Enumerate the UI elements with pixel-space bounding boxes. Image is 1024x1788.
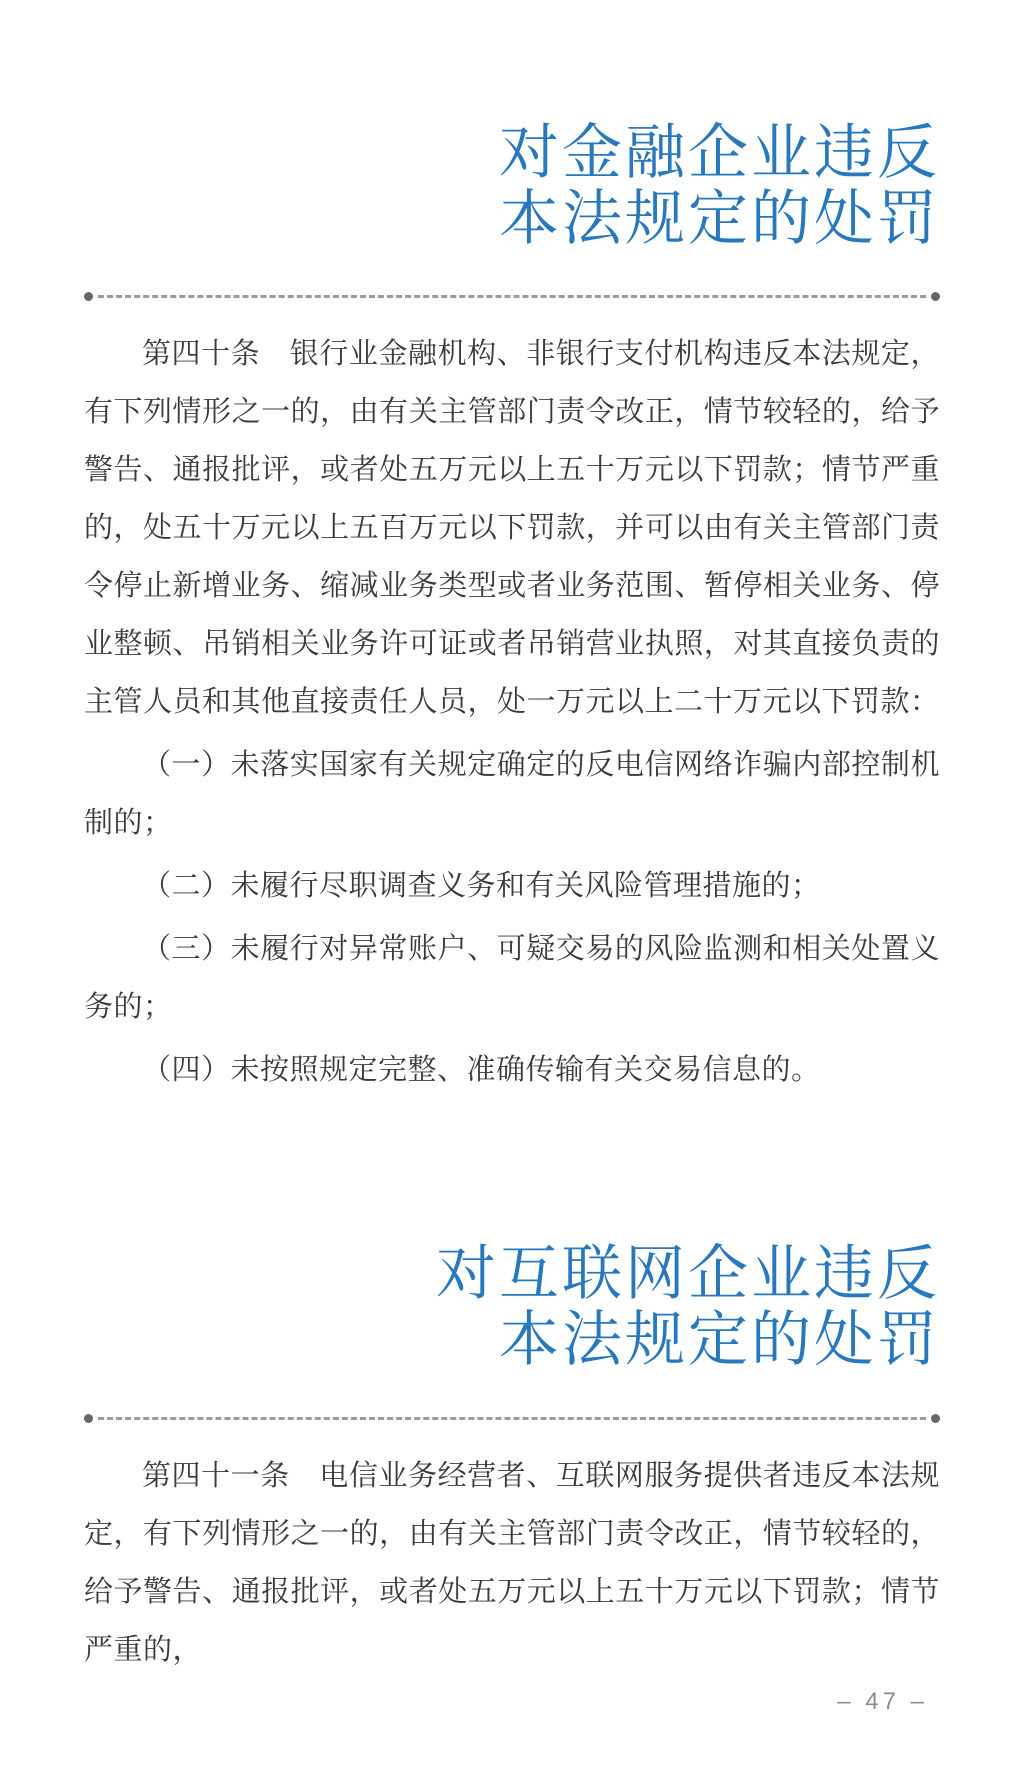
section-internet-penalties <box>84 1241 940 1678</box>
article-41-body <box>84 1447 940 1679</box>
heading-line: 本法规定的处罚 <box>499 185 940 253</box>
list-item: （二）未履行尽职调查义务和有关风险管理措施的； <box>142 870 821 903</box>
heading-line: 本法规定的处罚 <box>499 1306 940 1374</box>
document-page <box>0 40 1024 1788</box>
divider-dash-line <box>98 295 926 298</box>
divider-dot-right <box>931 292 940 301</box>
page-number: – 47 – <box>837 1688 928 1716</box>
section-heading-internet <box>84 1241 940 1373</box>
section-divider <box>84 292 940 301</box>
article-41-paragraph: 第四十一条 电信业务经营者、互联网服务提供者违反本法规定，有下列情形之一的，由有关主管部门责令改正，情节较轻的，给予警告、通报批评，或者处五万元以上五十万元以下罚款；情节严重的， <box>84 1459 940 1666</box>
divider-dot-right <box>931 1414 940 1423</box>
section-financial-penalties <box>84 40 940 1099</box>
list-item: （四）未按照规定完整、准确传输有关交易信息的。 <box>142 1054 821 1087</box>
article-40-paragraph: 第四十条 银行业金融机构、非银行支付机构违反本法规定，有下列情形之一的，由有关主管部门责令改正，情节较轻的，给予警告、通报批评，或者处五万元以上五十万元以下罚款；情节严重的，处五十万元以上五百万元以下罚款，并可以由有关主管部门责令停止新增业务、缩减业务类型或者业务范围、暂停相关业务、停业整顿、吊销相关业务许可证或者吊销营业执照，对其直接负责的主管人员和其他直接责任人员，处一万元以上二十万元以下罚款： <box>84 338 940 719</box>
heading-line: 对金融企业违反 <box>499 119 940 187</box>
heading-line: 对互联网企业违反 <box>436 1240 940 1308</box>
list-item: （一）未落实国家有关规定确定的反电信网络诈骗内部控制机制的； <box>84 749 940 840</box>
divider-dot-left <box>84 1414 93 1423</box>
article-40-items <box>84 736 940 1099</box>
section-divider <box>84 1414 940 1423</box>
divider-dot-left <box>84 292 93 301</box>
divider-dash-line <box>98 1417 926 1420</box>
list-item: （三）未履行对异常账户、可疑交易的风险监测和相关处置义务的； <box>84 933 940 1024</box>
section-heading-financial <box>84 40 940 252</box>
article-40-body <box>84 325 940 1099</box>
